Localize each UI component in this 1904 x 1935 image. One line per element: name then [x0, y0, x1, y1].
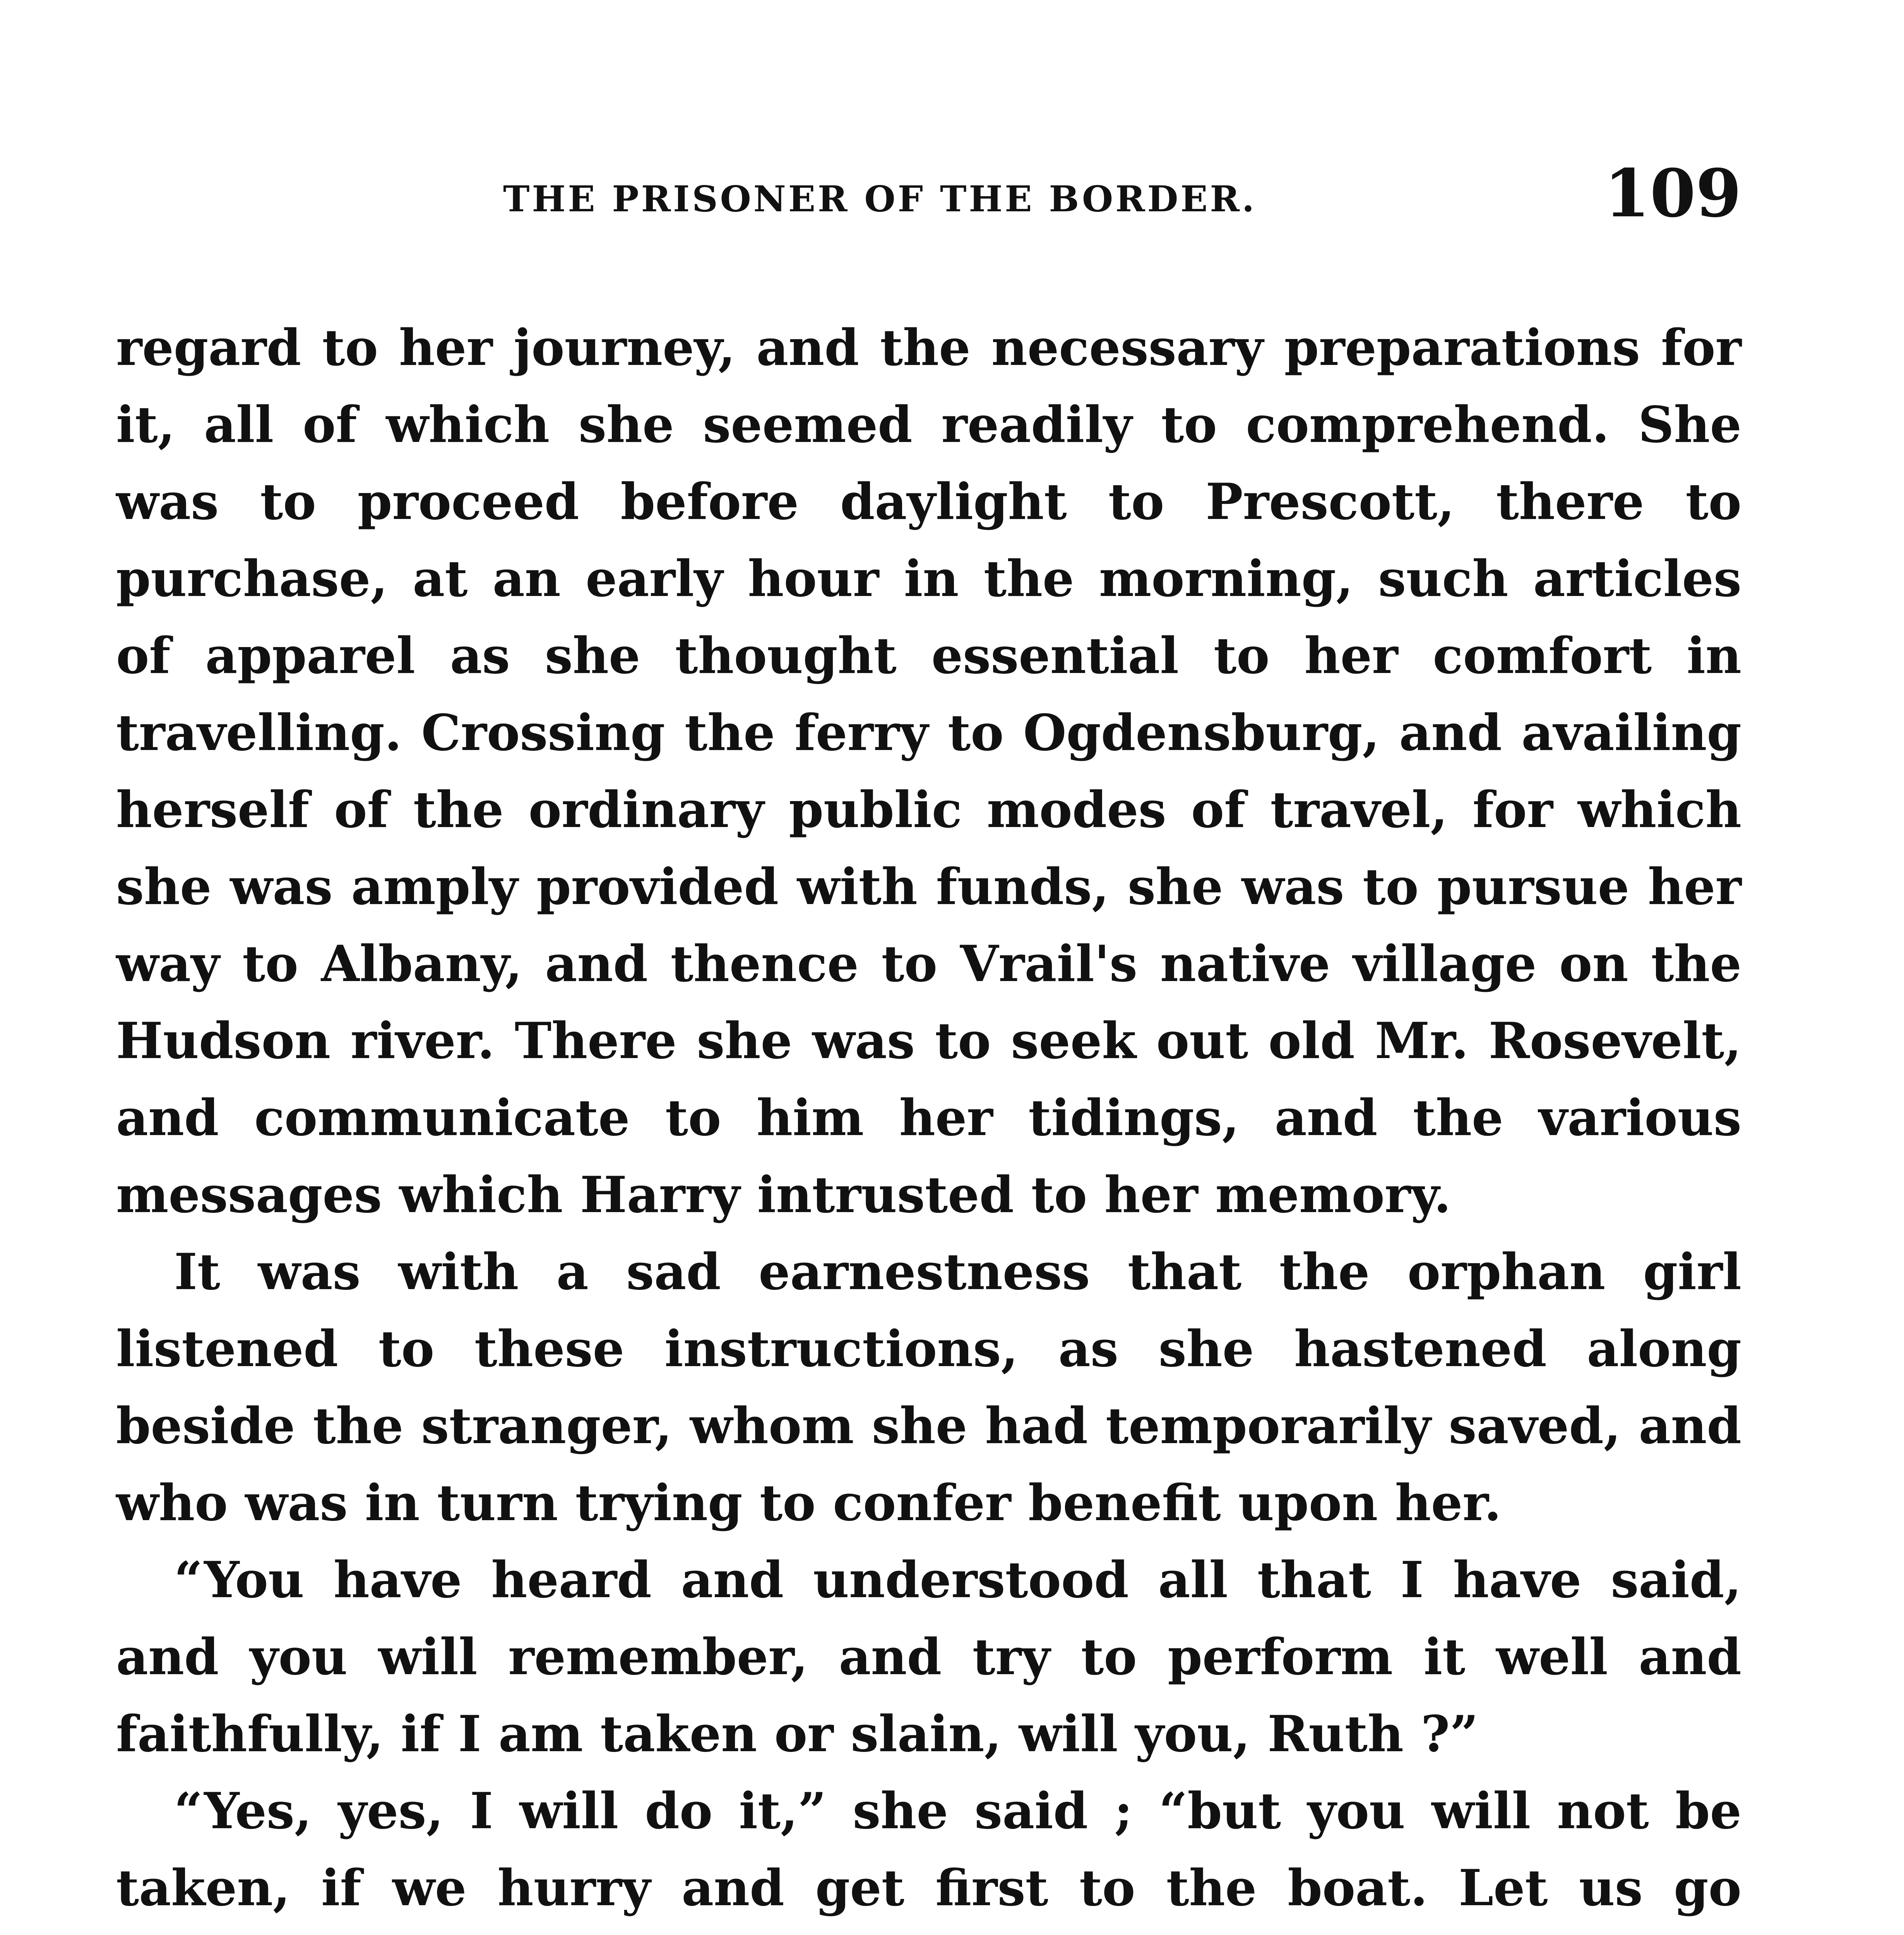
paragraph: regard to her journey, and the necessary preparations for it, all of which she seemed readily to comprehend. She was to proceed before daylight to Prescott, there to purchase, at an early hour in the morning, such articles of apparel as she thought essential to her comfort in travelling. Crossing the ferry to Ogdensburg, and availing herself of the ordinary public modes of travel, for which she was amply provided with funds, she was to pursue her way to Albany, and thence to Vrail's native village on the Hudson river. There she was to seek out old Mr. Rosevelt, and communicate to him her tidings, and the various messages which Harry intrusted to her memory.: [116, 319, 1741, 1224]
body-text: [116, 310, 1741, 1935]
page-header: [116, 155, 1741, 232]
dialogue-paragraph: “Yes, yes, I will do it,” she said ; “but you will not be taken, if we hurry and get first to the boat. Let us go: [116, 1782, 1741, 1917]
page-number: 109: [1604, 155, 1741, 232]
paragraph: It was with a sad earnestness that the orphan girl listened to these instructions, as she hastened along beside the stranger, whom she had temporarily saved, and who was in turn trying to confer benefit upon her.: [116, 1243, 1741, 1532]
running-head: THE PRISONER OF THE BORDER.: [503, 178, 1257, 220]
dialogue-paragraph: “You have heard and understood all that I have said, and you will remember, and try to perform it well and faithfully, if I am taken or slain, will you, Ruth ?”: [116, 1551, 1741, 1763]
